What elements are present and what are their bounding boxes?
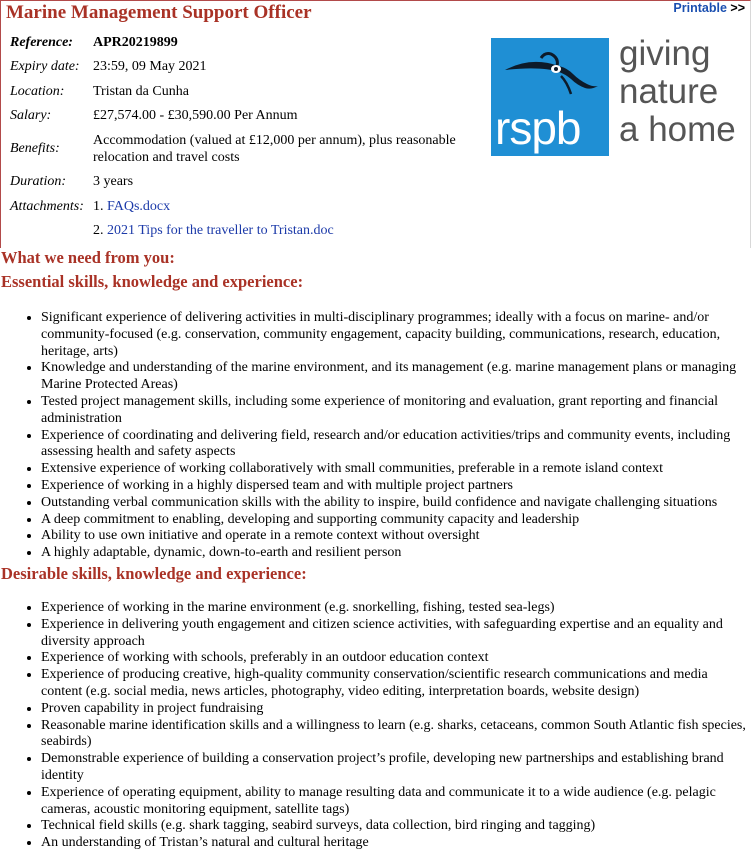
expiry-row (6, 54, 473, 79)
attachment-item (93, 194, 473, 218)
location-row (6, 79, 473, 103)
job-title: Marine Management Support Officer (6, 2, 312, 23)
location-value: Tristan da Cunha (93, 83, 189, 99)
essential-skill-item: • Outstanding verbal communication skills with the ability to inspire, build confidence and navigate challenging situations (41, 495, 752, 512)
logo-slogan (619, 35, 736, 149)
essential-skills-heading: Essential skills, knowledge and experience: (1, 272, 304, 291)
essential-skill-item: • Knowledge and understanding of the marine environment, and its management (e.g. marine management plans or managing Marine Protected Areas) (41, 360, 752, 394)
reference-label: Reference: (10, 34, 73, 50)
slogan-line: nature (619, 72, 719, 111)
attachments-row (6, 194, 473, 218)
attachment-number: 2. (93, 222, 104, 238)
desirable-skill-item: • Experience of producing creative, high-quality community conservation/scientific research communications and media content (e.g. social media, news articles, photography, video editing, interpretation boards, website design) (41, 667, 752, 701)
desirable-skill-item: • Experience of operating equipment, ability to manage resulting data and communicate it to a wide audience (e.g. pelagic cameras, acoustic monitoring equipment, satellite tags) (41, 785, 752, 819)
reference-value: APR20219899 (93, 34, 178, 50)
desirable-skill-item: • An understanding of Tristan’s natural and cultural heritage (41, 835, 752, 852)
desirable-skill-item: • Proven capability in project fundraising (41, 701, 752, 718)
essential-skill-item: • Significant experience of delivering activities in multi-disciplinary programmes; ideally with a focus on marine- and/or community-focused (e.g. conservation, community engagement, capacity building, communications, research, education, heritage, arts) (41, 310, 752, 360)
benefits-label: Benefits: (10, 141, 60, 156)
desirable-skill-item: • Experience in delivering youth engagement and citizen science activities, with safeguarding expertise and an equality and diversity approach (41, 617, 752, 651)
salary-label: Salary: (10, 108, 52, 123)
rspb-wordmark: rspb (495, 102, 581, 154)
printable-link[interactable] (673, 1, 745, 15)
duration-label: Duration: (10, 174, 66, 189)
slogan-line: giving (619, 34, 711, 73)
desirable-skill-item: • Reasonable marine identification skills and a willingness to learn (e.g. sharks, cetaceans, common South Atlantic fish species, seabirds) (41, 718, 752, 752)
attachment-link-tips[interactable]: 2021 Tips for the traveller to Tristan.doc (107, 222, 334, 238)
what-we-need-heading: What we need from you: (1, 248, 175, 267)
avocet-bird-icon (501, 46, 601, 98)
salary-row (6, 103, 473, 128)
essential-skill-item: • Tested project management skills, including some experience of monitoring and evaluation, grant reporting and financial administration (41, 394, 752, 428)
essential-skills-list (0, 310, 752, 562)
desirable-skills-heading: Desirable skills, knowledge and experience: (1, 564, 307, 583)
benefits-row (6, 128, 473, 169)
desirable-skill-item: • Technical field skills (e.g. shark tagging, seabird surveys, data collection, bird ringing and tagging) (41, 818, 752, 835)
rspb-logo (491, 34, 747, 157)
attachments-row-2 (6, 218, 473, 242)
rspb-logo-box (491, 38, 609, 156)
slogan-line: a home (619, 110, 736, 149)
duration-value: 3 years (93, 174, 134, 189)
attachment-link-faqs[interactable]: FAQs.docx (107, 198, 171, 214)
attachment-number: 1. (93, 198, 104, 214)
salary-value: £27,574.00 - £30,590.00 Per Annum (93, 108, 298, 123)
job-details-table (6, 30, 473, 242)
attachment-item (93, 218, 473, 242)
essential-skill-item: • Extensive experience of working collaboratively with small communities, preferable in a remote island context (41, 461, 752, 478)
location-label: Location: (10, 83, 65, 99)
printable-label: Printable (673, 1, 727, 15)
expiry-value: 23:59, 09 May 2021 (93, 59, 207, 74)
essential-skill-item: • Experience of working in a highly dispersed team and with multiple project partners (41, 478, 752, 495)
essential-skill-item: • Ability to use own initiative and operate in a remote context without oversight (41, 528, 752, 545)
printable-arrows: >> (730, 1, 745, 15)
attachments-label-spacer (6, 218, 93, 242)
benefits-value: Accommodation (valued at £12,000 per annum), plus reasonable relocation and travel costs (93, 132, 456, 165)
job-summary-box (0, 0, 751, 248)
attachments-label: Attachments: (10, 198, 84, 214)
essential-skill-item: • A highly adaptable, dynamic, down-to-earth and resilient person (41, 545, 752, 562)
desirable-skills-list (0, 600, 752, 852)
essential-skill-item: • Experience of coordinating and delivering field, research and/or education activities/trips and community events, including assessing health and safety aspects (41, 428, 752, 462)
essential-skill-item: • A deep commitment to enabling, developing and supporting community capacity and leadership (41, 512, 752, 529)
expiry-label: Expiry date: (10, 59, 80, 74)
duration-row (6, 169, 473, 194)
reference-row (6, 30, 473, 54)
desirable-skill-item: • Experience of working in the marine environment (e.g. snorkelling, fishing, tested sea-legs) (41, 600, 752, 617)
desirable-skill-item: • Demonstrable experience of building a conservation project’s profile, developing new partnerships and establishing brand identity (41, 751, 752, 785)
desirable-skill-item: • Experience of working with schools, preferably in an outdoor education context (41, 650, 752, 667)
